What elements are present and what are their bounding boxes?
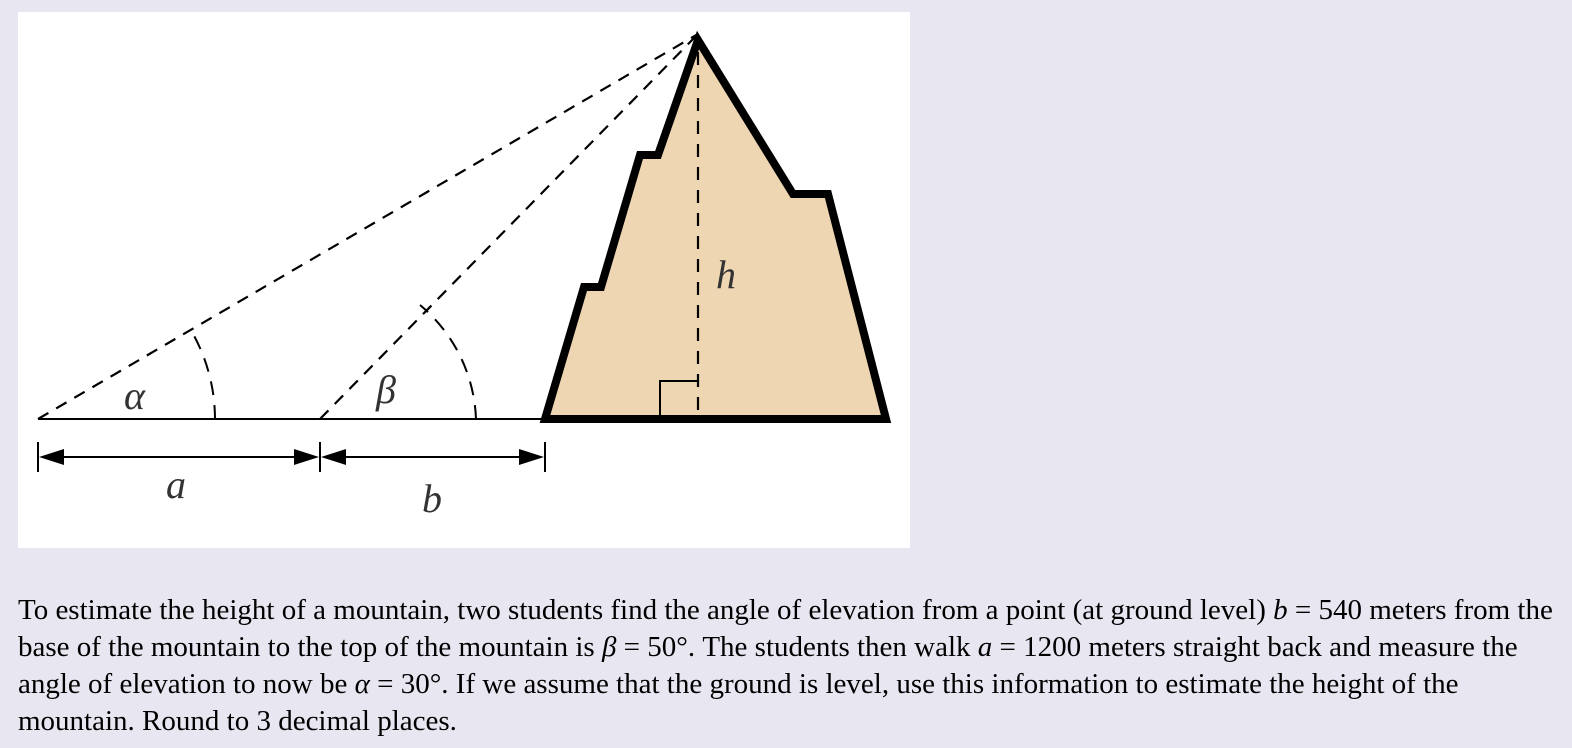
mountain-shape (545, 40, 886, 419)
dim-b-arrow-left (321, 449, 346, 465)
dim-a-arrow-right (294, 449, 319, 465)
math-variable: a (977, 631, 993, 663)
problem-text-segment: = 30°. If we assume that the ground is level, use this information to estimate the height of the mountain. Round to 3 decimal places. (18, 668, 1459, 737)
problem-text (18, 592, 1558, 740)
diagram-svg (18, 12, 910, 548)
dim-b-arrow-right (519, 449, 544, 465)
alpha-label: α (124, 373, 145, 418)
b-label: b (422, 476, 442, 521)
mountain-diagram (18, 12, 910, 548)
alpha-arc (192, 332, 215, 419)
beta-arc (420, 305, 476, 419)
a-label: a (166, 462, 186, 507)
problem-text-segment: = 1200 meters straight back and measure the angle of elevation to now be (18, 631, 1518, 700)
math-variable: α (354, 668, 370, 700)
math-variable: b (1273, 594, 1288, 626)
problem-text-segment: = 50°. The students then walk (616, 631, 978, 663)
problem-text-segment: = 540 meters from the base of the mountain to the top of the mountain is (18, 594, 1553, 663)
dim-a-arrow-left (39, 449, 64, 465)
beta-label: β (376, 367, 396, 412)
h-label: h (716, 252, 736, 297)
math-variable: β (601, 631, 617, 663)
problem-text-segment: To estimate the height of a mountain, two students find the angle of elevation from a point (at ground level) (18, 594, 1274, 626)
